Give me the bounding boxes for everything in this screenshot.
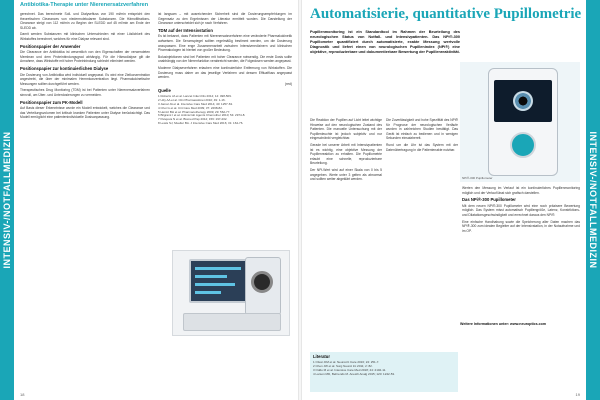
footnote: 1 Roberts JA et al. Lancet Infect Dis 2014; 14: 498-509. bbox=[158, 93, 232, 98]
pupillometer-photo bbox=[460, 62, 580, 182]
footnote: 7 Petejova N et al. Biomed Pap 2012; 156: 197-202. bbox=[158, 117, 228, 122]
paragraph: Damit werden Substanzen mit klinischen Unterschieden mit einer Löslichkeit des Wirkstoffes berechnet, welches für eine Dialyse relevant sind. bbox=[20, 32, 150, 41]
right-col-3 bbox=[462, 186, 580, 318]
paragraph: Es ist bekannt, dass Patienten mit Nierenersatzverfahren eine veränderte Pharmakokinetik aufweisen. Die Serumspiegel sollten regelmäßig bestimmt werden, um die Dosierung anzupassen. Eine enge Zusammenarbeit zwischen Intensivmedizinern und klinischen Pharmakologen ist hierbei von großer Bedeutung. bbox=[158, 34, 292, 53]
paragraph: Auf Basis dieser Erkenntnisse wurde ein Modell entwickelt, welches die Clearance und das Verteilungsvolumen bei kritisch kranken Patienten unter Dialyse berücksichtigt. Das Modell ermöglicht eine patientenindividuelle Dosisanpassung. bbox=[20, 106, 150, 120]
left-col-2 bbox=[158, 12, 292, 248]
dialysis-device-image bbox=[172, 250, 290, 336]
paragraph: Der NPi-Wert wird auf einer Skala von 0 bis 5 angegeben. Werte unter 3 gelten als abnormal und sollten weiter abgeklärt werden. bbox=[310, 167, 382, 182]
paragraph: Mit dem neuen NPi®-300 Pupillometer wird eine noch präzisere Bewertung möglich. Das System misst automatisch Pupillengröße, Latenz, Konstriktions- und Dilatationsgeschwindigkeit und errechnet daraus den NPi®. bbox=[462, 203, 580, 217]
paragraph: Therapeutisches Drug Monitoring (TDM) ist bei Patienten unter Nierenersatzverfahren sinnvoll, um Über- und Unterdosierungen zu vermeiden. bbox=[20, 88, 150, 97]
sidebar-right-label: INTENSIV-/NOTFALLMEDIZIN bbox=[588, 131, 598, 269]
literature-item: 1 Olson DM et al. Neurocrit Care 2016; 24: 251-7. bbox=[313, 360, 380, 364]
page-number-right: 19 bbox=[575, 392, 580, 397]
pupillometer-screen bbox=[494, 80, 552, 122]
sidebar-right bbox=[586, 0, 600, 400]
paragraph: Die Reaktion der Pupillen auf Licht leitet wichtige Hinweise auf den neurologischen Zustand des Patienten. Die manuelle Untersuchung mit der Pupillenleuchte ist jedoch subjektiv und nur eingeschränkt vergleichbar. bbox=[310, 118, 382, 141]
eye-icon bbox=[513, 91, 533, 111]
paragraph: Werten den Messung im Verlauf ist ein kontinuierliches Pupillenmonitoring möglich und der Verlauf lässt sich grafisch darstellen. bbox=[462, 186, 580, 195]
footnote: 4 Choi G et al. Crit Care Med 2009; 37: 2268-82. bbox=[158, 105, 223, 110]
right-page bbox=[304, 0, 584, 400]
paragraph: Bolusinjektionen sind bei Patienten mit hoher Clearance notwendig. Die erste Dosis sollte unabhängig von der Nierenfunktion verabreicht werden, die Folgedosen werden angepasst. bbox=[158, 54, 292, 64]
subheading: TDM auf der Intensivstation bbox=[158, 27, 213, 33]
paragraph: ist langsam – mit ausreichender Sicherheit sind die Dosierungsempfehlungen im Gegensatz zu den Ergebnissen der Literatur ermittelt worden. Die Darstellung der Clearance unterscheidet sich je nach Verfahren. bbox=[158, 12, 292, 26]
literature-item: 4 Larson MD, Behrends M. Anesth Analg 2015; 120: 1242-53. bbox=[313, 371, 395, 376]
literature-title: Literatur bbox=[313, 354, 330, 359]
footnote: 3 Jamal JA et al. Intensive Care Med 2014; 40: 1257-63. bbox=[158, 101, 233, 106]
left-col-1 bbox=[20, 12, 150, 390]
paragraph: Gerade bei unserer Arbeit mit Intensivpatienten ist es wichtig, eine objektive Messung der Pupillenreaktion zu erhalten. Die Pupillometrie erlaubt eine schnelle, reproduzierbare Beurteilung. bbox=[310, 142, 382, 166]
gutter bbox=[298, 0, 302, 400]
literature-item: 2 Chen JW et al. Surg Neurol Int 2011; 2: 82. bbox=[313, 363, 373, 368]
photo-caption: NPi®-300 Pupillometer bbox=[462, 176, 493, 180]
pupillometer-button bbox=[510, 132, 536, 158]
literature-box bbox=[310, 352, 458, 392]
subheading: Das NPi®-300 Pupillometer bbox=[462, 197, 516, 203]
page-number-left: 18 bbox=[20, 392, 25, 397]
right-col-2 bbox=[386, 118, 458, 348]
paragraph: Die Dosierung von Antibiotika wird individuell angepasst. Es wird eine Zielkonzentration angestrebt, die über der minimalen Hemmkonzentration liegt. Pharmakokinetische Messungen sollten durchgeführt werden. bbox=[20, 72, 150, 86]
footnote: 8 Lewis SJ, Mueller BA. J Intensive Care Med 2016; 31: 164-76. bbox=[158, 121, 244, 126]
running-head: Antibiotika-Therapie unter Nierenersatzverfahren bbox=[20, 2, 149, 8]
page-title: Automatisierie, quantitative Pupillometrie bbox=[310, 6, 582, 22]
paragraph: Moderne Dialyseverfahren erlauben eine kontinuierliche Entfernung von Wirkstoffen. Die Dosierung muss daher an das jeweilige Verfahren und dessen Effluatfluss angepasst werden. bbox=[158, 65, 292, 80]
footnote: 2 Udy AA et al. Clin Pharmacokinet 2010; 49: 1-16. bbox=[158, 97, 226, 102]
subheading: Positionspapier zum PK-Modell bbox=[20, 99, 83, 105]
lead-paragraph: Pupillenmonitoring ist ein Standardtool im Rahmen der Beurteilung des neurologischen Status von Notfall- und Intensivpatienten. Das NPi®-300 Pupillometer quantifiziert durch automatisierte, exakte Messung wertvolle Diagnostik und liefert einen von neurologischen Pupillenindex (NPi®) eine objektive, reproduzierbare und dokumentierbare Bewertung der Pupillenreaktivität. bbox=[310, 30, 460, 54]
device-screen bbox=[189, 259, 247, 303]
paragraph: Die Clearance der Antibiotika ist wesentlich von den Eigenschaften der verwendeten Membran und dem Proteinbindungsgrad abhängig. Für die Hämodialyse gilt die Annahme, dass Wirkstoffe mit hoher Proteinbindung schlecht eliminiert werden. bbox=[20, 50, 150, 64]
right-col-1 bbox=[310, 118, 382, 348]
sidebar-left-label: INTENSIV-/NOTFALLMEDIZIN bbox=[2, 131, 12, 269]
subheading: Positionspapier zur kontinuierlichen Dialyse bbox=[20, 65, 109, 71]
paragraph: Eine einfache Handhabung sowie die Speicherung aller Daten machen das NPi®-300 zum idealen Begleiter auf der Intensivstation, in der Notaufnahme und im OP. bbox=[462, 219, 580, 233]
device-probe bbox=[251, 271, 273, 293]
paragraph: gerechnet. Das berechnete Soll- und Dialysefluss von 190 ml/min entspricht den theoretischen Clearances von niedermolekularen Substanzen. Die Hämofiltrations-Clearance steigt von 112 ml/min zu Beginn der SLEDD auf 45 ml/min am Ende der SLEDD ab. bbox=[20, 12, 150, 30]
sidebar-left bbox=[0, 0, 14, 400]
subheading: Positionspapier der Anwender bbox=[20, 43, 81, 49]
more-info-link[interactable]: Weitere Informationen unter: www.neuroptics.com bbox=[460, 322, 547, 326]
footnote: 5 Heintz BH et al. Pharmacotherapy 2009; 29: 562-77. bbox=[158, 109, 231, 114]
footnote: 6 Bilgrami I et al. Antimicrob Agents Chemother 2010; 54: 2974-8. bbox=[158, 113, 246, 118]
device-base bbox=[183, 313, 281, 331]
author-signature: (red) bbox=[285, 81, 292, 86]
left-page bbox=[16, 0, 296, 400]
paragraph: Rund um die Uhr ist das System mit der Datenübertragung in die Patientenakte nutzbar. bbox=[386, 142, 458, 152]
paragraph: Die Zuverlässigkeit und hohe Spezifität des NPi® für Prognose der neurologischen Verläufe wurden in zahlreichen Studien bestätigt. Das Gerät ist einfach zu bedienen und in wenigen Sekunden einsatzbereit. bbox=[386, 118, 458, 141]
literature-item: 3 Oddo M et al. Intensive Care Med 2018; 44: 2102-11. bbox=[313, 367, 387, 372]
footnotes-title: Quelle bbox=[158, 88, 171, 94]
